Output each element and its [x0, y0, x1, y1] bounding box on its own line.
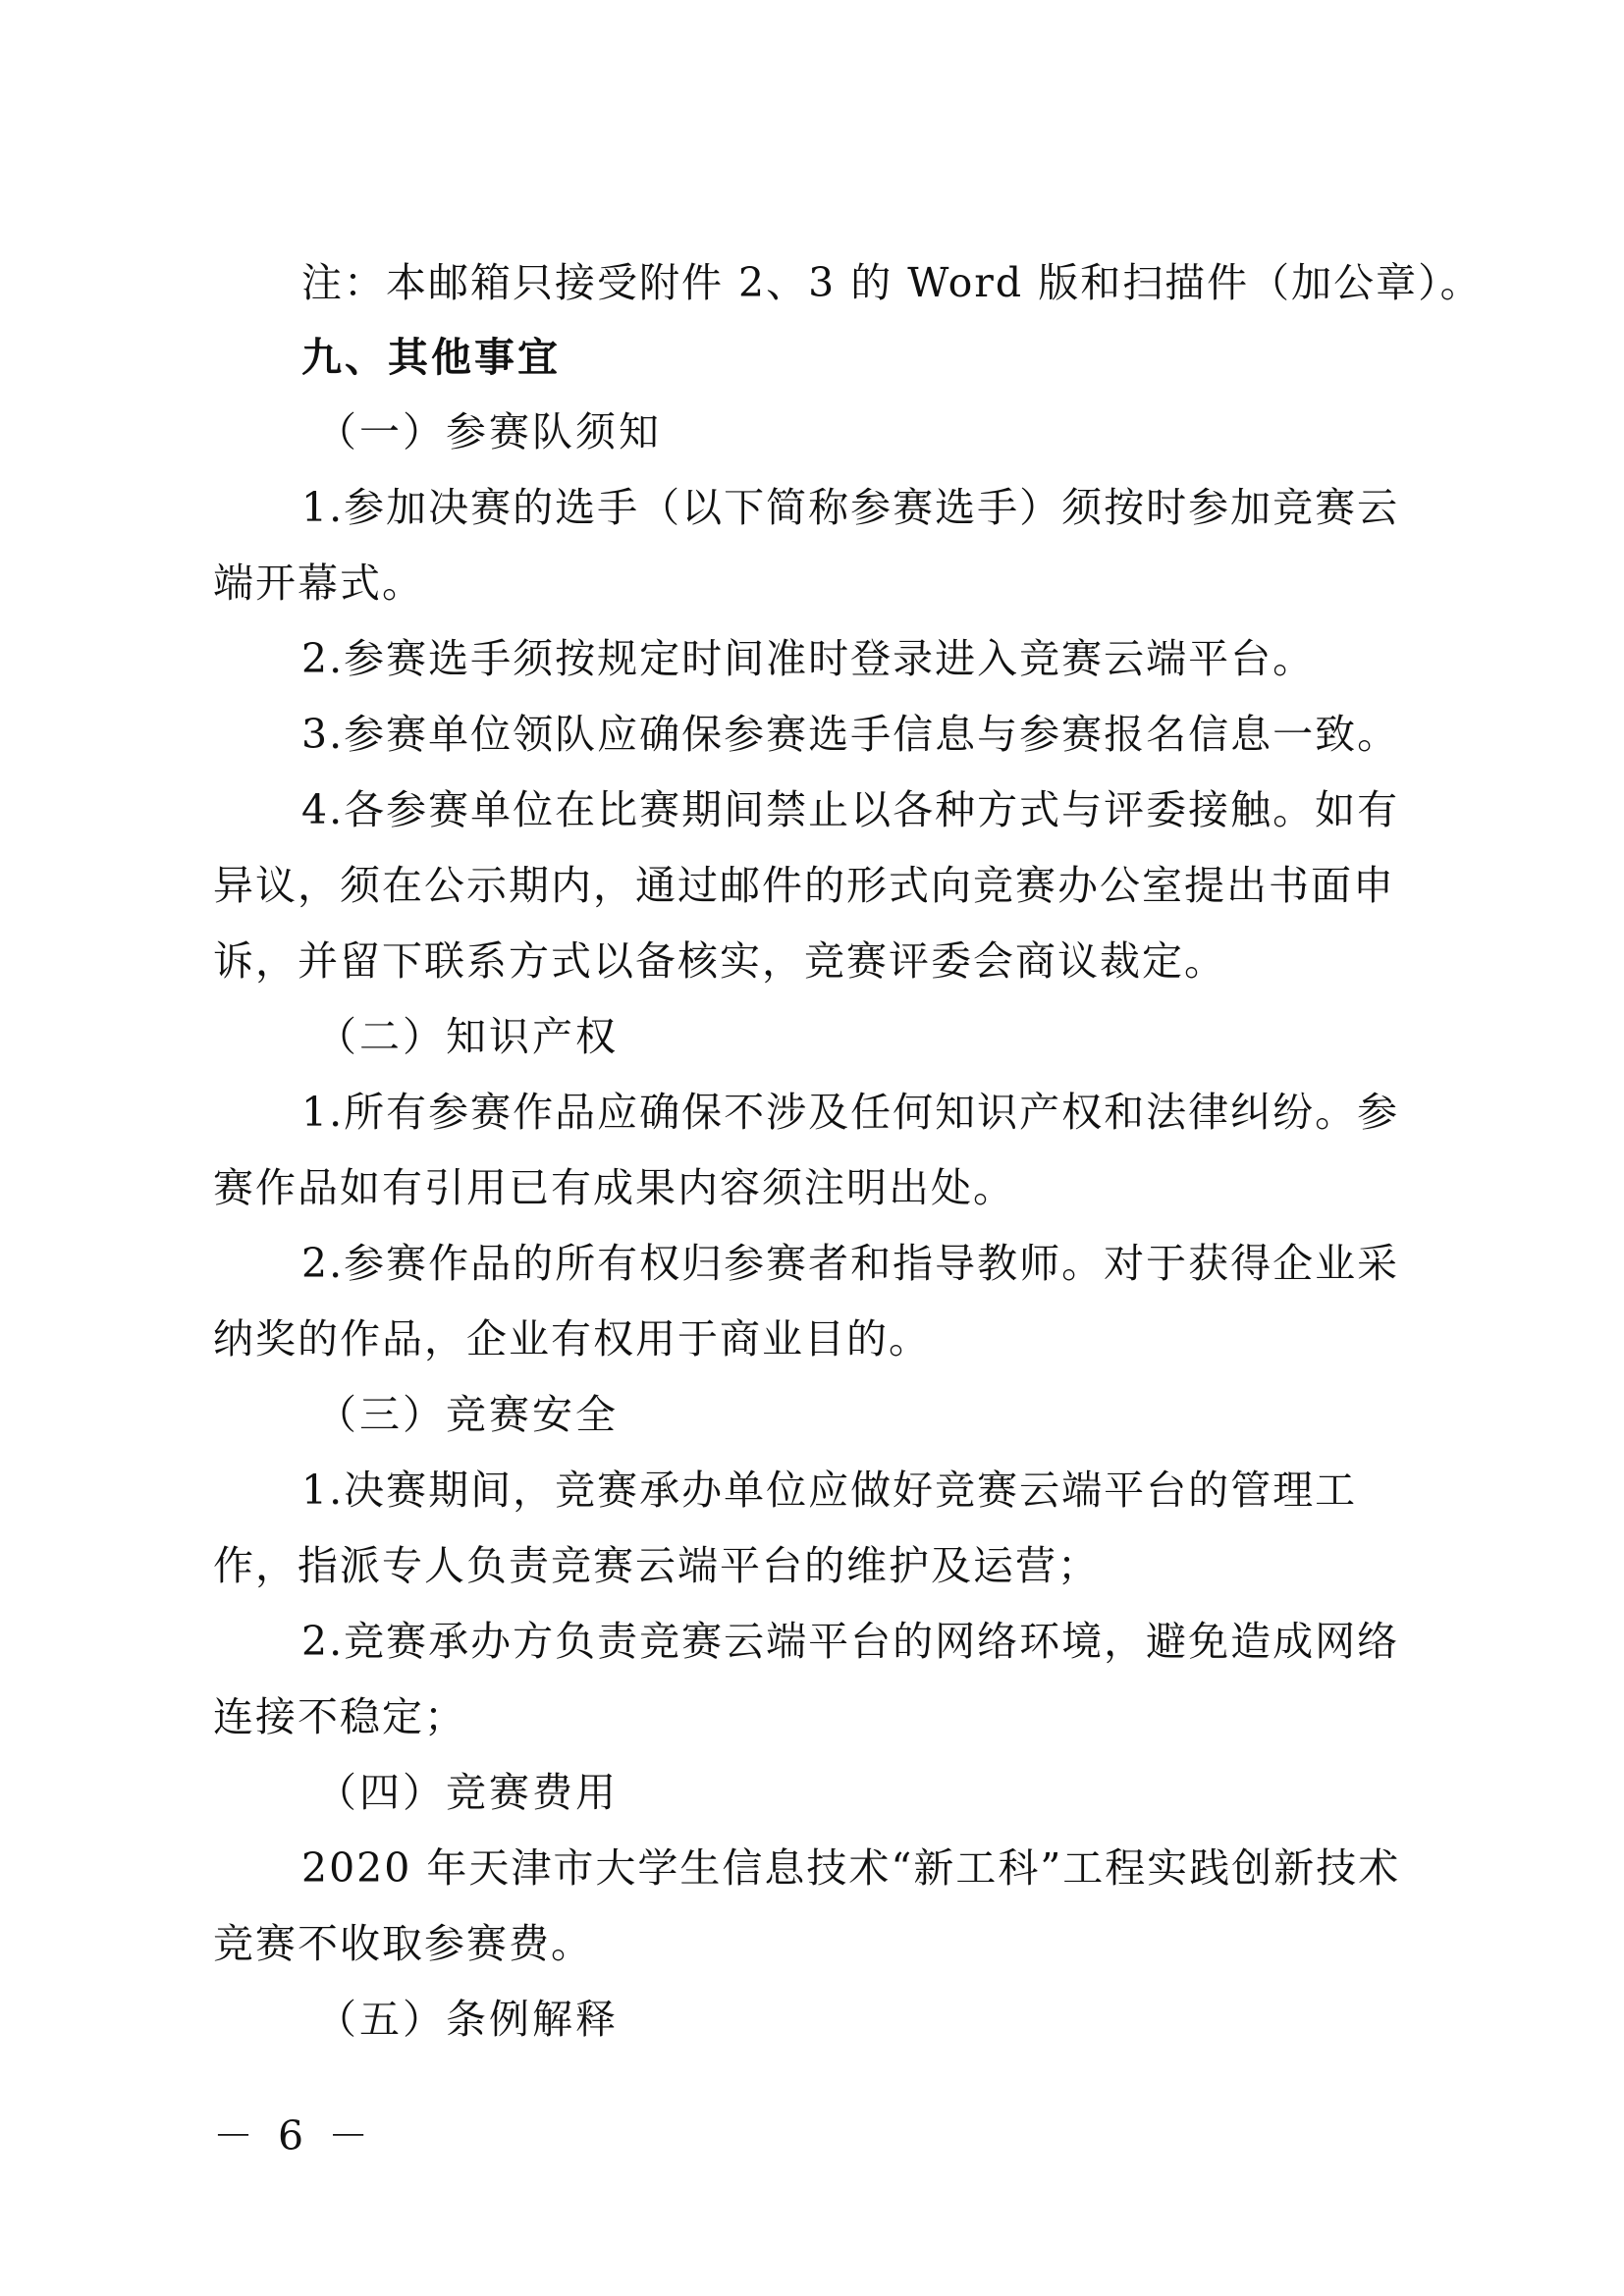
part2-item2-line2: 纳奖的作品，企业有权用于商业目的。	[213, 1315, 931, 1362]
part2-title: （二）知识产权	[316, 1013, 619, 1060]
part2-item1-line2: 赛作品如有引用已有成果内容须注明出处。	[213, 1164, 1015, 1211]
part1-title: （一）参赛队须知	[316, 408, 662, 455]
part4-title: （四）竞赛费用	[316, 1769, 619, 1816]
part1-item4-line3: 诉，并留下联系方式以备核实，竞赛评委会商议裁定。	[213, 937, 1226, 985]
part1-item1-line1: 1.参加决赛的选手（以下简称参赛选手）须按时参加竞赛云	[301, 484, 1400, 531]
part3-title: （三）竞赛安全	[316, 1391, 619, 1438]
part4-line2: 竞赛不收取参赛费。	[213, 1920, 593, 1967]
part3-item2-line1: 2.竞赛承办方负责竞赛云端平台的网络环境，避免造成网络	[301, 1618, 1400, 1665]
part3-item1-line1: 1.决赛期间，竞赛承办单位应做好竞赛云端平台的管理工	[301, 1467, 1358, 1514]
email-note: 注：本邮箱只接受附件 2、3 的 Word 版和扫描件（加公章）。	[301, 259, 1483, 306]
part1-item4-line2: 异议，须在公示期内，通过邮件的形式向竞赛办公室提出书面申	[213, 862, 1395, 909]
part3-item2-line2: 连接不稳定；	[213, 1693, 466, 1740]
part1-item1-line2: 端开幕式。	[213, 560, 424, 607]
section-nine-title: 九、其他事宜	[301, 334, 561, 381]
part2-item1-line1: 1.所有参赛作品应确保不涉及任何知识产权和法律纠纷。参	[301, 1089, 1400, 1136]
part5-title: （五）条例解释	[316, 1996, 619, 2043]
part4-line1: 2020 年天津市大学生信息技术“新工科”工程实践创新技术	[301, 1844, 1401, 1892]
part1-item2: 2.参赛选手须按规定时间准时登录进入竞赛云端平台。	[301, 635, 1316, 682]
part2-item2-line1: 2.参赛作品的所有权归参赛者和指导教师。对于获得企业采	[301, 1240, 1400, 1287]
part1-item4-line1: 4.各参赛单位在比赛期间禁止以各种方式与评委接触。如有	[301, 786, 1400, 833]
page-number: － 6 －	[213, 2112, 375, 2160]
part3-item1-line2: 作，指派专人负责竞赛云端平台的维护及运营；	[213, 1542, 1100, 1589]
part1-item3: 3.参赛单位领队应确保参赛选手信息与参赛报名信息一致。	[301, 711, 1400, 758]
